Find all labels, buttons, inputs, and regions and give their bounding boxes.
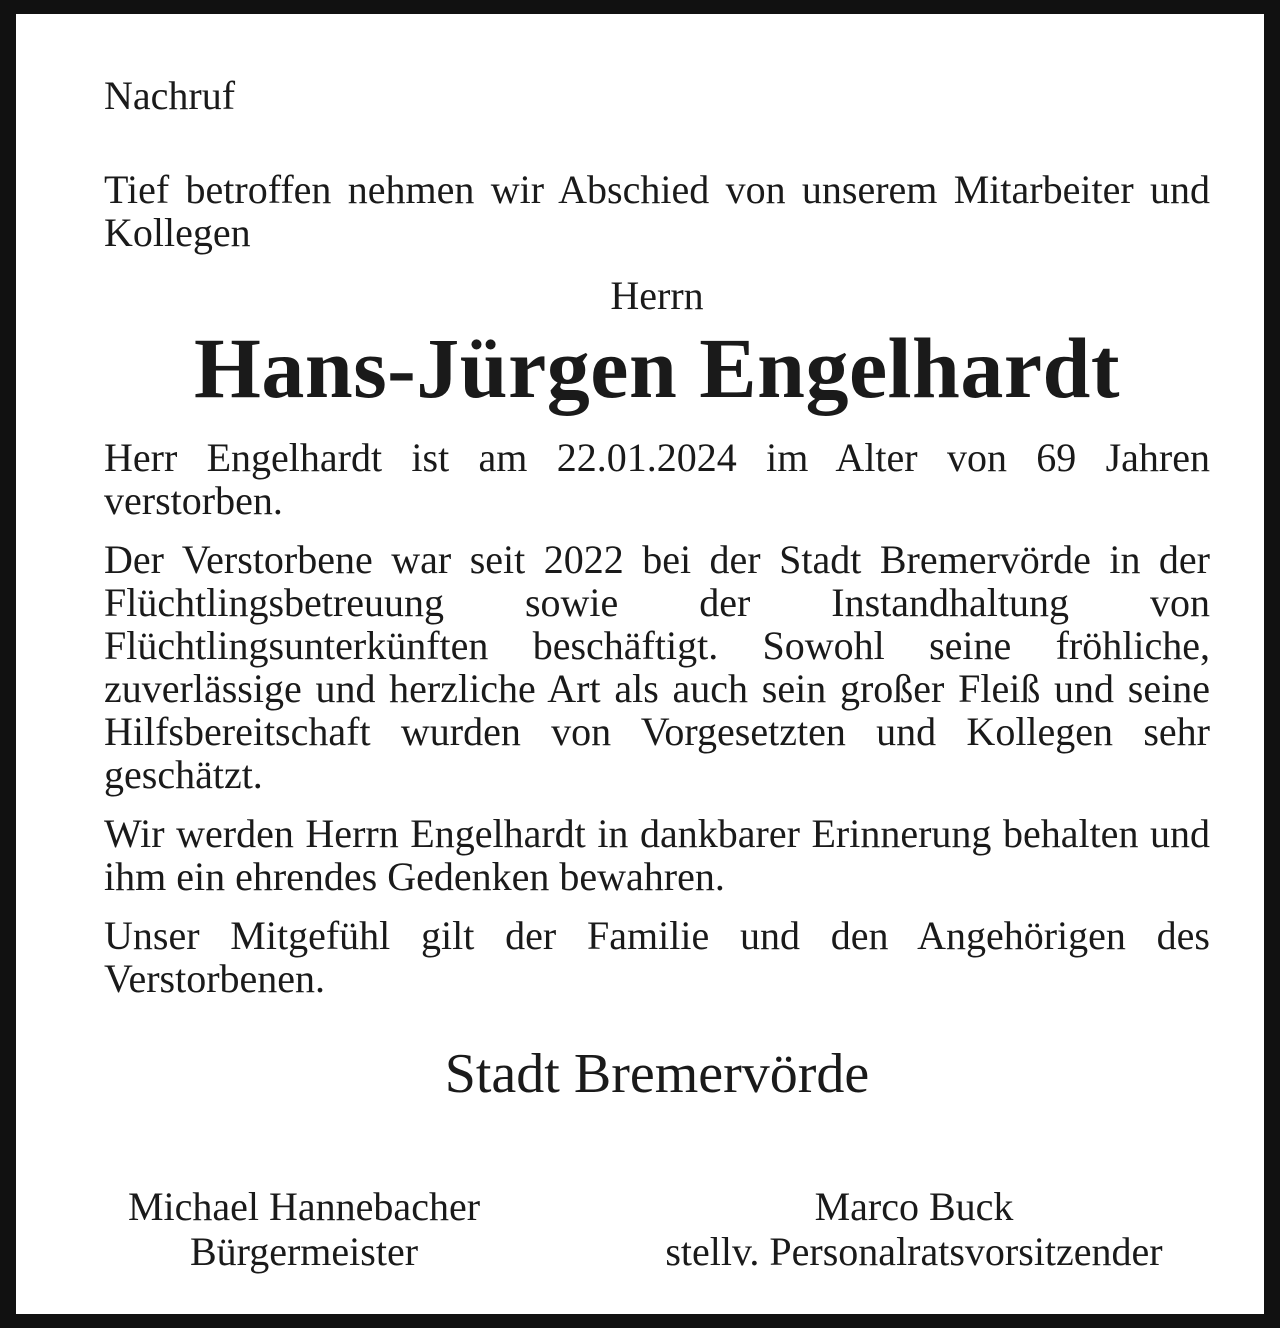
salutation: Herrn (610, 273, 704, 318)
signature-block (16, 1184, 1280, 1284)
signer-name: Marco Buck (814, 1184, 1014, 1229)
signer-title: stellv. Personalratsvorsitzender (665, 1229, 1163, 1274)
obituary-content (104, 74, 1210, 1106)
intro-text: Tief betroffen nehmen wir Abschied von unserem Mitarbeiter und Kollegen (104, 167, 1210, 255)
paragraph-remembrance: Wir werden Herrn Engelhardt in dankbarer Erinnerung behalten und ihm ein ehrendes Gedenken bewahren. (104, 811, 1210, 899)
obituary-kicker: Nachruf (104, 73, 236, 118)
organization-name: Stadt Bremervörde (444, 1043, 870, 1105)
paragraph-death-date: Herr Engelhardt ist am 22.01.2024 im Alter von 69 Jahren verstorben. (104, 435, 1210, 523)
signer-mayor (76, 1184, 532, 1274)
paragraph-career: Der Verstorbene war seit 2022 bei der Stadt Bremervörde in der Flüchtlingsbetreuung sowie der Instandhaltung von Flüchtlingsunterkünften beschäftigt. Sowohl seine fröhliche, zuverlässige und herzliche Art als auch sein großer Fleiß und seine Hilfsbereitschaft wurden von Vorgesetzten und Kollegen sehr geschätzt. (104, 537, 1210, 797)
signer-title: Bürgermeister (189, 1229, 419, 1274)
signer-staff-council (612, 1184, 1216, 1274)
paragraph-condolence: Unser Mitgefühl gilt der Familie und den Angehörigen des Verstorbenen. (104, 913, 1210, 1001)
deceased-name: Hans-Jürgen Engelhardt (193, 320, 1121, 416)
signer-name: Michael Hannebacher (127, 1184, 481, 1229)
